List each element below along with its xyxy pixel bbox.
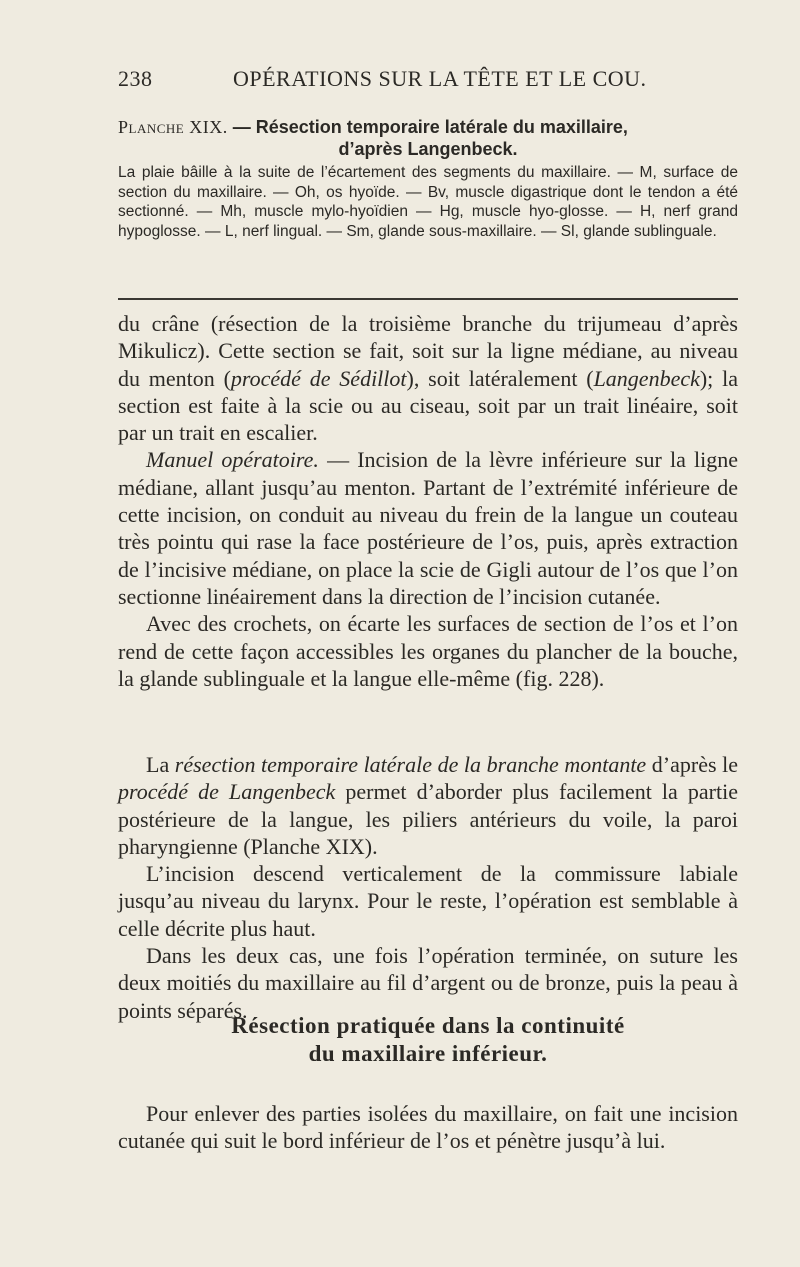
- paragraph-1-italic-1: procédé de Sédillot: [230, 365, 407, 391]
- paragraph-7: Pour enlever des parties isolées du maxillaire, on fait une incision cutanée qui suit le bord inférieur de l’os et pénètre jusqu’à lui.: [118, 1101, 738, 1154]
- paragraph-3: Avec des crochets, on écarte les surfaces de section de l’os et l’on rend de cette façon accessibles les organes du plancher de la bouche, la glande sublinguale et la langue elle-même (fig. 228).: [118, 611, 738, 691]
- plate-label: Planche XIX.: [118, 117, 228, 137]
- paragraph-1-text-c: ); la section est faite à la scie ou au ciseau, soit par un trait linéaire, soit par un trait en escalier.: [118, 365, 738, 446]
- caption-divider: [118, 298, 738, 300]
- paragraph-1-text-a: du crâne (résection de la troisième branche du trijumeau d’après Mikulicz). Cette section se fait, soit sur la ligne médiane, au niveau du menton (: [118, 311, 738, 391]
- running-title: OPÉRATIONS SUR LA TÊTE ET LE COU.: [233, 66, 647, 91]
- paragraph-4-text-c: permet d’aborder plus facilement la partie postérieure de la langue, les piliers antérieurs du voile, la paroi pharyngienne (Planche XIX).: [118, 779, 738, 859]
- paragraph-1-text-b: ), soit latéralement (: [406, 365, 594, 391]
- body-block-3: [118, 1100, 738, 1155]
- plate-caption-title: [118, 116, 738, 160]
- body-block-1: [118, 310, 738, 692]
- section-heading-line-1: Résection pratiquée dans la continuité: [231, 1013, 625, 1038]
- plate-title-part1: — Résection temporaire latérale du maxillaire,: [227, 117, 628, 137]
- paragraph-4: [118, 751, 738, 860]
- paragraph-4-text-a: La: [146, 752, 175, 777]
- paragraph-2-italic: Manuel opératoire.: [146, 447, 319, 473]
- paragraph-2-text: — Incision de la lèvre inférieure sur la ligne médiane, allant jusqu’au menton. Partant de l’extrémité inférieure de cette incision, on conduit au niveau du frein de la langue un couteau très pointu qui rase la face postérieure de l’os, puis, après extraction de l’incisive médiane, on place la scie de Gigli autour de l’os que l’on sectionne linéairement dans la direction de l’incision cutanée.: [118, 447, 738, 609]
- paragraph-4-italic-2: procédé de Langenbeck: [118, 779, 336, 805]
- plate-title-part2: d’après Langenbeck.: [338, 139, 518, 159]
- plate-caption-text: La plaie bâille à la suite de l’écartement des segments du maxillaire. — M, surface de section du maxillaire. — Oh, os hyoïde. — Bv, muscle digastrique dont le tendon a été sectionné. — Mh, muscle mylo-hyoïdien — Hg, muscle hyo-glosse. — H, nerf grand hypoglosse. — L, nerf lingual. — Sm, glande sous-maxillaire. — Sl, glande sublinguale.: [118, 164, 738, 240]
- paragraph-6: Dans les deux cas, une fois l’opération terminée, on suture les deux moitiés du maxillaire au fil d’argent ou de bronze, puis la peau à points séparés.: [118, 943, 738, 1023]
- paragraph-4-text-b: d’après le: [646, 752, 739, 777]
- paragraph-1-italic-2: Langenbeck: [593, 365, 700, 391]
- paragraph-1: [118, 310, 738, 446]
- body-block-2: [118, 751, 738, 1024]
- page-number: 238: [118, 66, 153, 91]
- paragraph-2: [118, 446, 738, 610]
- paragraph-4-italic-1: résection temporaire latérale de la branche montante: [174, 752, 647, 777]
- paragraph-5: L’incision descend verticalement de la commissure labiale jusqu’au niveau du larynx. Pour le reste, l’opération est semblable à celle décrite plus haut.: [118, 861, 738, 941]
- section-heading-line-2: du maxillaire inférieur.: [308, 1041, 548, 1066]
- section-heading: [118, 1012, 738, 1068]
